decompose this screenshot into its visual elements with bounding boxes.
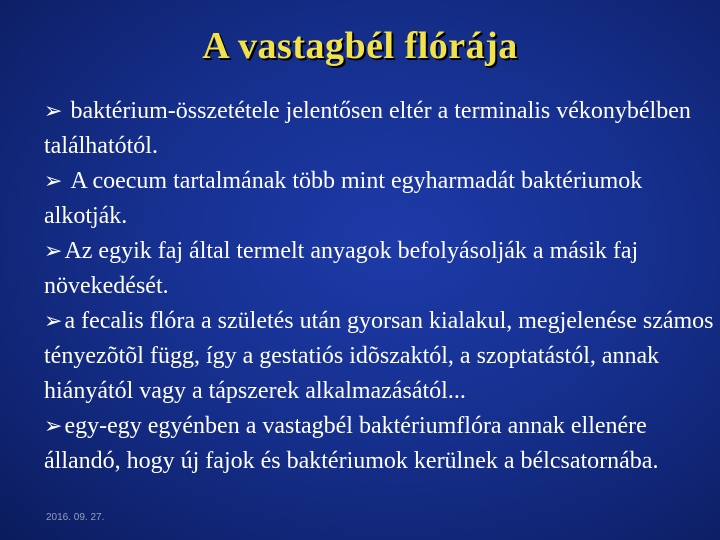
- arrow-bullet-icon: ➢: [44, 309, 63, 334]
- bullet-item: [44, 304, 714, 409]
- bullet-item: [44, 94, 714, 164]
- bullet-text: baktérium-összetétele jelentősen eltér a terminalis vékonybélben találhatótól.: [44, 98, 691, 159]
- bullet-text: A coecum tartalmának több mint egyharmadát baktériumok alkotják.: [44, 168, 643, 229]
- bullet-item: [44, 234, 714, 304]
- arrow-bullet-icon: ➢: [44, 414, 63, 439]
- bullet-item: [44, 164, 714, 234]
- bullet-text: a fecalis flóra a születés után gyorsan kialakul, megjelenése számos tényezõtõl függ, így a gestatiós idõszaktól, a szoptatástól, annak hiányától vagy a tápszerek alkalmazásától...: [44, 308, 714, 404]
- arrow-bullet-icon: ➢: [44, 169, 63, 194]
- bullet-text: Az egyik faj által termelt anyagok befolyásolják a másik faj növekedését.: [44, 238, 639, 299]
- slide-date-footer: 2016. 09. 27.: [46, 512, 105, 523]
- slide-title: A vastagbél flórája: [202, 25, 518, 67]
- slide-body: [44, 94, 714, 479]
- arrow-bullet-icon: ➢: [44, 239, 63, 264]
- arrow-bullet-icon: ➢: [44, 99, 63, 124]
- bullet-text: egy-egy egyénben a vastagbél baktériumflóra annak ellenére állandó, hogy új fajok és baktériumok kerülnek a bélcsatornába.: [44, 413, 659, 474]
- bullet-item: [44, 409, 714, 479]
